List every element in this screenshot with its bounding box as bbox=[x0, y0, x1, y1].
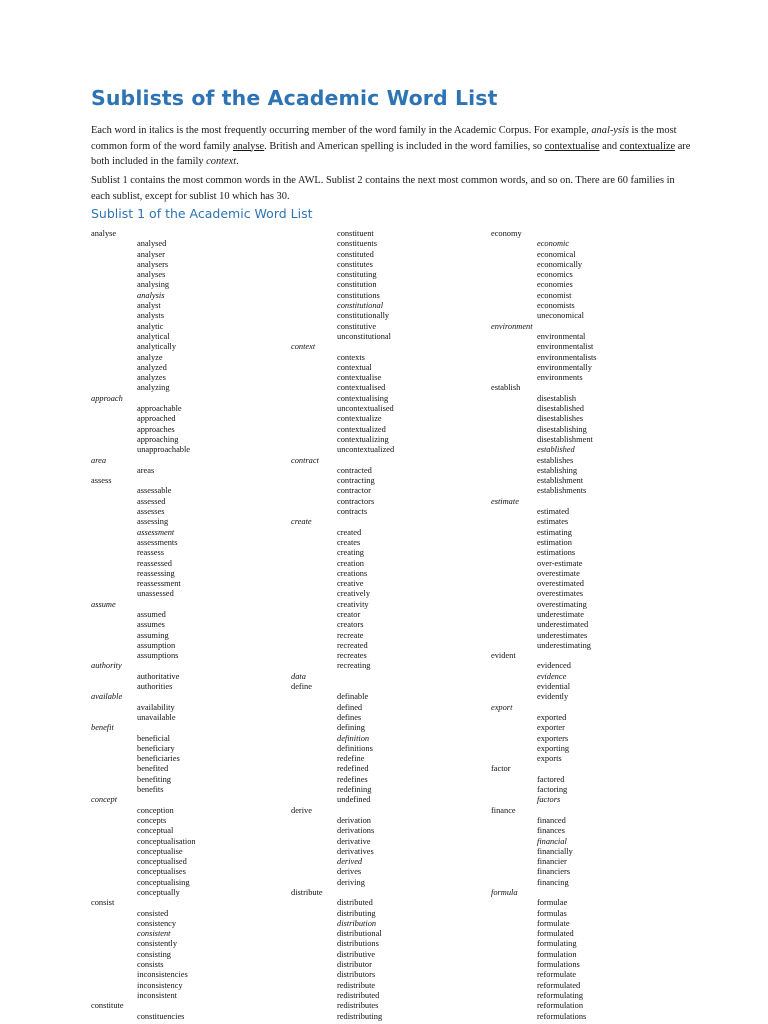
word-family-headword: area bbox=[91, 455, 107, 465]
word-family-member: conceptualisation bbox=[137, 836, 196, 846]
word-family-member: redistribute bbox=[337, 980, 376, 990]
word-family-member: distributional bbox=[337, 929, 382, 939]
word-family-member: assesses bbox=[137, 507, 165, 517]
word-family-member: consistently bbox=[137, 939, 178, 949]
word-family-member: deriving bbox=[337, 877, 365, 887]
intro-text: . bbox=[236, 156, 239, 167]
intro-text: is the most common form of the word family bbox=[91, 125, 677, 152]
word-family-member: creations bbox=[337, 568, 368, 578]
word-family-member: reassessing bbox=[137, 568, 175, 578]
word-family-member: contractors bbox=[337, 496, 375, 506]
word-family-member: analyzes bbox=[137, 373, 166, 383]
word-family-member: contracts bbox=[337, 507, 368, 517]
intro-paragraph-2: Sublist 1 contains the most common words in the AWL. Sublist 2 contains the next most common words, and so on. There are 60 families in each sublist, except for sublist 10 which has 30. bbox=[91, 175, 675, 202]
word-family-member: definition bbox=[337, 733, 370, 743]
word-family-member: analytic bbox=[137, 321, 164, 331]
word-family-member: uncontextualized bbox=[337, 445, 395, 455]
word-family-member: factors bbox=[537, 795, 561, 805]
word-family-member: distributing bbox=[337, 908, 376, 918]
word-family-member: creatively bbox=[337, 589, 371, 599]
word-family-member: definable bbox=[337, 692, 369, 702]
word-family-member: approached bbox=[137, 414, 176, 424]
word-family-member: constitutionally bbox=[337, 311, 390, 321]
word-family-member: created bbox=[337, 527, 362, 537]
word-family-member: contextualize bbox=[337, 414, 382, 424]
word-family-member: uncontextualised bbox=[337, 404, 394, 414]
intro-example-underlined: contextualise bbox=[544, 140, 600, 152]
word-family-headword: estimate bbox=[491, 496, 519, 506]
word-family-member: redistributes bbox=[337, 1001, 379, 1011]
word-family-member: reassessed bbox=[137, 558, 172, 568]
word-family-member: constitutes bbox=[337, 259, 373, 269]
word-family-member: derives bbox=[337, 867, 362, 877]
word-family-member: inconsistent bbox=[137, 990, 178, 1000]
word-family-member: reassessment bbox=[137, 579, 181, 589]
word-family-member: economics bbox=[537, 270, 573, 280]
word-family-member: distributor bbox=[337, 960, 372, 970]
intro-example-underlined: analyse bbox=[232, 140, 265, 152]
intro-example-italic: context bbox=[206, 156, 237, 167]
word-family-member: analyst bbox=[137, 301, 161, 311]
word-family-member: establishment bbox=[537, 476, 584, 486]
word-family-member: estimated bbox=[537, 507, 570, 517]
word-family-member: areas bbox=[137, 465, 155, 475]
word-column-2 bbox=[291, 229, 481, 1022]
word-family-headword: environment bbox=[491, 321, 533, 331]
word-family-member: financial bbox=[537, 836, 567, 846]
word-family-member: analyzed bbox=[137, 362, 167, 372]
word-family-member: financing bbox=[537, 877, 569, 887]
word-family-member: factoring bbox=[537, 785, 568, 795]
word-family-member: derivative bbox=[337, 836, 371, 846]
word-family-headword: establish bbox=[491, 383, 521, 393]
word-family-member: inconsistency bbox=[137, 980, 183, 990]
word-family-member: environmentalists bbox=[537, 352, 597, 362]
word-family-member: consisted bbox=[137, 908, 169, 918]
word-family-headword: constitute bbox=[91, 1001, 124, 1011]
word-family-member: benefited bbox=[137, 764, 169, 774]
page-title: Sublists of the Academic Word List bbox=[91, 86, 498, 110]
word-family-member: constituted bbox=[337, 249, 374, 259]
word-family-member: analysts bbox=[137, 311, 164, 321]
word-family-member: assessing bbox=[137, 517, 169, 527]
word-family-member: assessed bbox=[137, 496, 166, 506]
word-family-member: economist bbox=[537, 290, 572, 300]
word-family-headword: concept bbox=[91, 795, 118, 805]
word-family-member: financiers bbox=[537, 867, 571, 877]
word-family-member: derivations bbox=[337, 826, 375, 836]
word-family-member: unconstitutional bbox=[337, 331, 391, 341]
word-family-member: formulated bbox=[537, 929, 574, 939]
word-family-member: formulating bbox=[537, 939, 577, 949]
word-family-member: contextualized bbox=[337, 424, 386, 434]
word-family-member: overestimating bbox=[537, 599, 587, 609]
word-family-member: underestimated bbox=[537, 620, 589, 630]
word-family-member: overestimate bbox=[537, 568, 580, 578]
word-family-member: evidently bbox=[537, 692, 569, 702]
word-family-member: creating bbox=[337, 548, 364, 558]
word-family-member: analyze bbox=[137, 352, 163, 362]
word-family-member: creates bbox=[337, 537, 361, 547]
word-family-member: overestimates bbox=[537, 589, 584, 599]
word-family-member: unassessed bbox=[137, 589, 174, 599]
word-family-member: creators bbox=[337, 620, 364, 630]
word-family-member: economical bbox=[537, 249, 576, 259]
word-family-member: formulation bbox=[537, 949, 577, 959]
word-family-member: contexts bbox=[337, 352, 365, 362]
word-family-member: benefiting bbox=[137, 774, 171, 784]
word-family-member: estimation bbox=[537, 537, 572, 547]
word-family-member: establishments bbox=[537, 486, 587, 496]
word-family-member: analyser bbox=[137, 249, 165, 259]
word-family-headword: export bbox=[491, 702, 513, 712]
word-family-member: constituents bbox=[337, 239, 378, 249]
word-family-member: consisting bbox=[137, 949, 171, 959]
word-family-member: assessment bbox=[137, 527, 175, 537]
word-family-member: economic bbox=[537, 239, 570, 249]
word-family-member: availability bbox=[137, 702, 175, 712]
word-column-1 bbox=[91, 229, 281, 1022]
word-family-member: over-estimate bbox=[537, 558, 583, 568]
word-family-headword: derive bbox=[291, 805, 312, 815]
word-family-member: finances bbox=[537, 826, 565, 836]
word-family-member: reformulating bbox=[537, 990, 584, 1000]
word-family-member: underestimates bbox=[537, 630, 588, 640]
word-family-member: financed bbox=[537, 815, 566, 825]
word-family-member: estimating bbox=[537, 527, 572, 537]
word-family-member: formulations bbox=[537, 960, 580, 970]
word-family-member: underestimate bbox=[537, 609, 584, 619]
word-family-member: contractor bbox=[337, 486, 371, 496]
word-family-member: recreating bbox=[337, 661, 371, 671]
word-family-member: beneficial bbox=[137, 733, 171, 743]
word-family-member: approaching bbox=[137, 434, 179, 444]
word-family-member: concepts bbox=[137, 815, 167, 825]
word-family-headword: benefit bbox=[91, 723, 114, 733]
word-family-headword: assess bbox=[91, 476, 112, 486]
word-family-member: inconsistencies bbox=[137, 970, 188, 980]
word-family-headword: define bbox=[291, 682, 312, 692]
word-family-member: constitution bbox=[337, 280, 377, 290]
intro-example-italic: anal-ysis bbox=[591, 125, 629, 136]
word-family-member: analyzing bbox=[137, 383, 170, 393]
word-family-member: beneficiaries bbox=[137, 754, 180, 764]
word-family-member: defined bbox=[337, 702, 363, 712]
word-family-member: formulas bbox=[537, 908, 567, 918]
word-family-member: assuming bbox=[137, 630, 169, 640]
word-family-member: definitions bbox=[337, 743, 373, 753]
word-family-member: beneficiary bbox=[137, 743, 175, 753]
word-family-member: creativity bbox=[337, 599, 369, 609]
word-family-member: redistributing bbox=[337, 1011, 383, 1021]
word-family-member: formulate bbox=[537, 918, 570, 928]
word-family-member: conceptual bbox=[137, 826, 174, 836]
word-family-member: assumptions bbox=[137, 651, 179, 661]
word-family-headword: contract bbox=[291, 455, 319, 465]
word-family-member: analytical bbox=[137, 331, 170, 341]
word-family-member: authorities bbox=[137, 682, 173, 692]
word-family-member: conceptualises bbox=[137, 867, 186, 877]
word-family-member: analyses bbox=[137, 270, 166, 280]
word-family-member: undefined bbox=[337, 795, 371, 805]
word-family-member: evidential bbox=[537, 682, 571, 692]
word-family-member: economically bbox=[537, 259, 583, 269]
word-family-member: approaches bbox=[137, 424, 175, 434]
word-family-member: environmentally bbox=[537, 362, 592, 372]
word-family-headword: distribute bbox=[291, 888, 323, 897]
word-family-member: contextualised bbox=[337, 383, 386, 393]
word-family-member: contextual bbox=[337, 362, 372, 372]
word-column-3 bbox=[491, 229, 681, 1022]
intro-text: Each word in italics is the most frequently occurring member of the word family in the Academic Corpus. For example, bbox=[91, 125, 592, 136]
word-family-member: uneconomical bbox=[537, 311, 584, 321]
intro-text: and bbox=[599, 140, 620, 152]
word-family-headword: analyse bbox=[91, 229, 117, 238]
word-family-headword: data bbox=[291, 671, 306, 681]
word-family-headword: assume bbox=[91, 599, 116, 609]
word-family-member: constitutive bbox=[337, 321, 377, 331]
word-family-member: disestablishment bbox=[537, 434, 593, 444]
word-family-member: reassess bbox=[137, 548, 164, 558]
word-family-member: contracting bbox=[337, 476, 375, 486]
intro-text: are both included in the family bbox=[91, 140, 691, 167]
word-family-member: distributed bbox=[337, 898, 373, 908]
word-family-member: contracted bbox=[337, 465, 372, 475]
word-family-member: environmental bbox=[537, 331, 586, 341]
word-family-member: derived bbox=[337, 857, 363, 867]
word-family-member: evidence bbox=[537, 671, 567, 681]
word-family-member: assessable bbox=[137, 486, 172, 496]
word-family-member: establishes bbox=[537, 455, 574, 465]
word-family-headword: consist bbox=[91, 898, 115, 908]
word-family-headword: available bbox=[91, 692, 123, 702]
word-family-member: conceptually bbox=[137, 888, 180, 897]
word-family-member: distributions bbox=[337, 939, 379, 949]
word-family-headword: context bbox=[291, 342, 316, 352]
word-family-member: consistent bbox=[137, 929, 171, 939]
word-family-member: reformulated bbox=[537, 980, 581, 990]
intro-text: . British and American spelling is included in the word families, so bbox=[264, 140, 545, 152]
word-family-member: unavailable bbox=[137, 712, 176, 722]
word-family-member: estimations bbox=[537, 548, 576, 558]
word-family-member: analysing bbox=[137, 280, 170, 290]
word-family-member: conception bbox=[137, 805, 174, 815]
word-family-member: constituencies bbox=[137, 1011, 185, 1021]
word-family-member: authoritative bbox=[137, 671, 180, 681]
word-family-member: redefines bbox=[337, 774, 368, 784]
word-family-member: analysed bbox=[137, 239, 167, 249]
word-family-member: financially bbox=[537, 846, 573, 856]
word-family-member: creation bbox=[337, 558, 364, 568]
word-family-member: derivation bbox=[337, 815, 371, 825]
word-family-member: redefined bbox=[337, 764, 369, 774]
word-family-member: distributors bbox=[337, 970, 376, 980]
word-family-member: establishing bbox=[537, 465, 578, 475]
word-family-member: factored bbox=[537, 774, 565, 784]
word-family-member: exporter bbox=[537, 723, 565, 733]
word-family-member: economists bbox=[537, 301, 575, 311]
word-family-headword: formula bbox=[491, 888, 518, 897]
word-family-member: established bbox=[537, 445, 575, 455]
word-family-member: redistributed bbox=[337, 990, 380, 1000]
word-family-member: disestablishing bbox=[537, 424, 587, 434]
word-family-member: assumption bbox=[137, 640, 176, 650]
word-family-member: defining bbox=[337, 723, 365, 733]
word-family-member: assumes bbox=[137, 620, 165, 630]
word-family-member: disestablish bbox=[537, 393, 577, 403]
word-family-member: analysers bbox=[137, 259, 169, 269]
word-family-member: exports bbox=[537, 754, 562, 764]
word-family-member: redefining bbox=[337, 785, 372, 795]
word-family-member: reformulate bbox=[537, 970, 577, 980]
intro-example-underlined: contextualize bbox=[619, 140, 676, 152]
word-family-member: unapproachable bbox=[137, 445, 191, 455]
word-family-member: assessments bbox=[137, 537, 178, 547]
word-family-member: derivatives bbox=[337, 846, 374, 856]
word-family-member: contextualise bbox=[337, 373, 382, 383]
word-family-member: economies bbox=[537, 280, 573, 290]
word-family-member: consistency bbox=[137, 918, 177, 928]
word-family-member: conceptualising bbox=[137, 877, 190, 887]
word-family-member: exported bbox=[537, 712, 567, 722]
word-family-member: recreates bbox=[337, 651, 367, 661]
word-family-member: redefine bbox=[337, 754, 365, 764]
word-family-member: exporters bbox=[537, 733, 569, 743]
word-family-headword: factor bbox=[491, 764, 511, 774]
word-family-member: constituting bbox=[337, 270, 377, 280]
word-family-member: constitutions bbox=[337, 290, 380, 300]
word-family-headword: create bbox=[291, 517, 312, 527]
word-family-member: underestimating bbox=[537, 640, 591, 650]
word-family-member: contextualising bbox=[337, 393, 389, 403]
word-family-member: exporting bbox=[537, 743, 570, 753]
word-family-headword: approach bbox=[91, 393, 123, 403]
word-family-member: defines bbox=[337, 712, 362, 722]
word-family-headword: finance bbox=[491, 805, 516, 815]
word-family-member: estimates bbox=[537, 517, 569, 527]
word-family-member: constituent bbox=[337, 229, 374, 238]
word-family-member: environmentalist bbox=[537, 342, 594, 352]
word-family-member: formulae bbox=[537, 898, 568, 908]
word-family-headword: economy bbox=[491, 229, 522, 238]
word-family-member: contextualizing bbox=[337, 434, 389, 444]
word-family-member: financier bbox=[537, 857, 567, 867]
word-family-member: recreate bbox=[337, 630, 364, 640]
word-family-member: assumed bbox=[137, 609, 166, 619]
word-family-member: conceptualised bbox=[137, 857, 187, 867]
word-family-member: recreated bbox=[337, 640, 368, 650]
intro-paragraph-1 bbox=[91, 123, 691, 170]
section-heading: Sublist 1 of the Academic Word List bbox=[91, 206, 313, 221]
word-family-member: approachable bbox=[137, 404, 182, 414]
word-family-member: consists bbox=[137, 960, 164, 970]
word-family-member: constitutional bbox=[337, 301, 384, 311]
word-family-headword: evident bbox=[491, 651, 516, 661]
word-family-member: analytically bbox=[137, 342, 177, 352]
word-family-member: reformulations bbox=[537, 1011, 587, 1021]
word-family-member: analysis bbox=[137, 290, 165, 300]
word-family-member: conceptualise bbox=[137, 846, 183, 856]
word-family-member: environments bbox=[537, 373, 583, 383]
word-family-member: disestablishes bbox=[537, 414, 584, 424]
word-family-member: distributive bbox=[337, 949, 376, 959]
word-family-headword: authority bbox=[91, 661, 122, 671]
word-family-member: creative bbox=[337, 579, 364, 589]
word-family-member: evidenced bbox=[537, 661, 571, 671]
word-family-member: reformulation bbox=[537, 1001, 584, 1011]
word-family-member: overestimated bbox=[537, 579, 584, 589]
word-family-member: distribution bbox=[337, 918, 377, 928]
word-family-member: disestablished bbox=[537, 404, 584, 414]
word-family-member: benefits bbox=[137, 785, 164, 795]
word-family-member: creator bbox=[337, 609, 361, 619]
